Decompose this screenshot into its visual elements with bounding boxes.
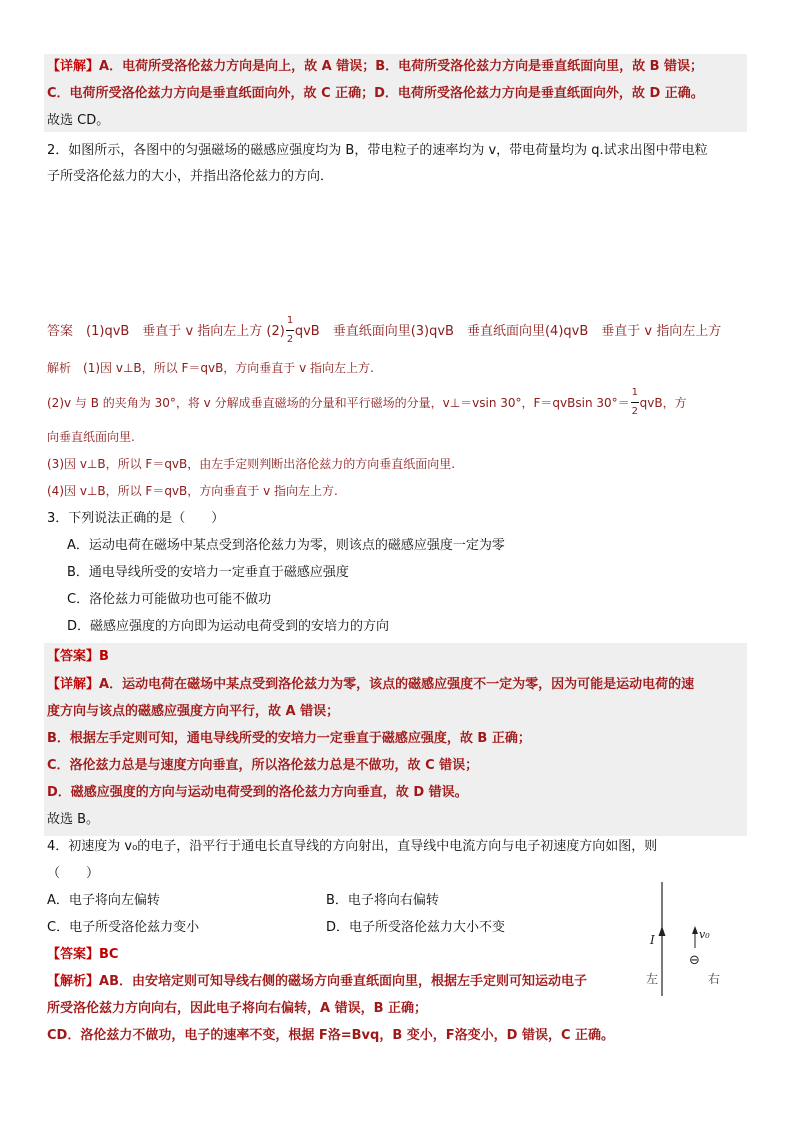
sec1-line-3: 故选 CD。 <box>47 113 110 128</box>
answer-label: 答案 <box>47 324 74 339</box>
q4-option-c: C．电子所受洛伦兹力变小 <box>47 920 200 935</box>
q3-exp-line-3: B．根据左手定则可知，通电导线所受的安培力一定垂直于磁感应强度，故 B 正确； <box>47 731 531 746</box>
exp-tag: 【详解】 <box>47 59 100 74</box>
current-label: I <box>650 933 655 947</box>
sec1-line-2: C．电荷所受洛伦兹力方向是垂直纸面向外，故 C 正确；D．电荷所受洛伦兹力方向是垂直纸面向外，故 D 正确。 <box>47 86 704 101</box>
q4-exp-line-3: CD．洛伦兹力不做功，电子的速率不变，根据 F洛=Bvq，B 变小，F洛变小，D 错误，C 正确。 <box>47 1028 615 1043</box>
left-label: 左 <box>646 972 659 986</box>
q3-option-b: B．通电导线所受的安培力一定垂直于磁感应强度 <box>67 565 349 580</box>
exp-tag: 【详解】 <box>47 677 100 692</box>
q4-exp-line-2: 所受洛伦兹力方向向右，因此电子将向右偏转，A 错误，B 正确； <box>47 1001 428 1016</box>
analysis2-line-2: (2)v 与 B 的夹角为 30°，将 v 分解成垂直磁场的分量和平行磁场的分量，v⊥＝vsin 30°，F＝qvBsin 30°＝ $\frac{1}{2}$ qvB，方 <box>47 386 687 417</box>
q4-option-b: B．电子将向右偏转 <box>326 893 439 908</box>
q4-option-a: A．电子将向左偏转 <box>47 893 160 908</box>
analysis-label: 解析 <box>47 361 72 375</box>
q3-exp-line-5: D．磁感应强度的方向与运动电荷受到的洛伦兹力方向垂直，故 D 错误。 <box>47 785 468 800</box>
q3-exp-line-1: 【详解】A．运动电荷在磁场中某点受到洛伦兹力为零，该点的磁感应强度不一定为零，因为可能是运动电荷的速 <box>47 677 695 692</box>
answer2-part-2: qvB 垂直纸面向里(3)qvB 垂直纸面向里(4)qvB 垂直于 v 指向左上方 <box>294 324 722 339</box>
q2-line-2: 子所受洛伦兹力的大小，并指出洛伦兹力的方向． <box>47 169 334 184</box>
q3-option-c: C．洛伦兹力可能做功也可能不做功 <box>67 592 272 607</box>
q4-stem-1: 4．初速度为 v₀的电子，沿平行于通电长直导线的方向射出，直导线中电流方向与电子初速度方向如图，则 <box>47 839 658 854</box>
q3-exp-line-6: 故选 B。 <box>47 812 100 827</box>
q3-exp-line-4: C．洛伦兹力总是与速度方向垂直，所以洛伦兹力总是不做功，故 C 错误； <box>47 758 479 773</box>
fraction: $\frac{1}{2}$ <box>286 314 294 345</box>
q4-answer: 【答案】BC <box>47 947 119 962</box>
sec1-text-1: A．电荷所受洛伦兹力方向是向上，故 A 错误；B．电荷所受洛伦兹力方向是垂直纸面向里，故 B 错误； <box>99 59 704 74</box>
analysis2-line-3: 向垂直纸面向里. <box>47 430 135 444</box>
q3-exp-line-2: 度方向与该点的磁感应强度方向平行，故 A 错误； <box>47 704 340 719</box>
analysis2-line-1: 解析 (1)因 v⊥B，所以 F＝qvB，方向垂直于 v 指向左上方. <box>47 361 374 375</box>
exp-tag: 【解析】 <box>47 974 100 989</box>
analysis2-line-4: (3)因 v⊥B，所以 F＝qvB，由左手定则判断出洛伦兹力的方向垂直纸面向里. <box>47 457 456 471</box>
q3-option-d: D．磁感应强度的方向即为运动电荷受到的安培力的方向 <box>67 619 390 634</box>
electron-icon: ⊖ <box>689 953 700 968</box>
fraction: $\frac{1}{2}$ <box>631 386 639 417</box>
velocity-arrow <box>692 926 698 934</box>
q2-line-1: 2．如图所示，各图中的匀强磁场的磁感应强度均为 B，带电粒子的速率均为 v，带电荷量均为 q.试求出图中带电粒 <box>47 143 708 158</box>
q3-option-a: A．运动电荷在磁场中某点受到洛伦兹力为零，则该点的磁感应强度一定为零 <box>67 538 505 553</box>
velocity-label: v₀ <box>699 928 710 941</box>
analysis2-line-5: (4)因 v⊥B，所以 F＝qvB，方向垂直于 v 指向左上方. <box>47 484 338 498</box>
answer2-part-1: (1)qvB 垂直于 v 指向左上方 (2) <box>86 324 285 339</box>
q4-stem-2: （ ） <box>47 866 100 881</box>
q3-stem: 3．下列说法正确的是（ ） <box>47 511 225 526</box>
right-label: 右 <box>708 972 721 986</box>
current-arrow <box>659 926 666 936</box>
q3-answer: 【答案】B <box>47 649 109 664</box>
sec1-line-1 <box>47 58 703 76</box>
answer2-line <box>47 314 722 345</box>
wire-electron-diagram <box>640 878 750 998</box>
q4-exp-line-1: 【解析】AB．由安培定则可知导线右侧的磁场方向垂直纸面向里，根据左手定则可知运动电子 <box>47 974 587 989</box>
q4-option-d: D．电子所受洛伦兹力大小不变 <box>326 920 506 935</box>
